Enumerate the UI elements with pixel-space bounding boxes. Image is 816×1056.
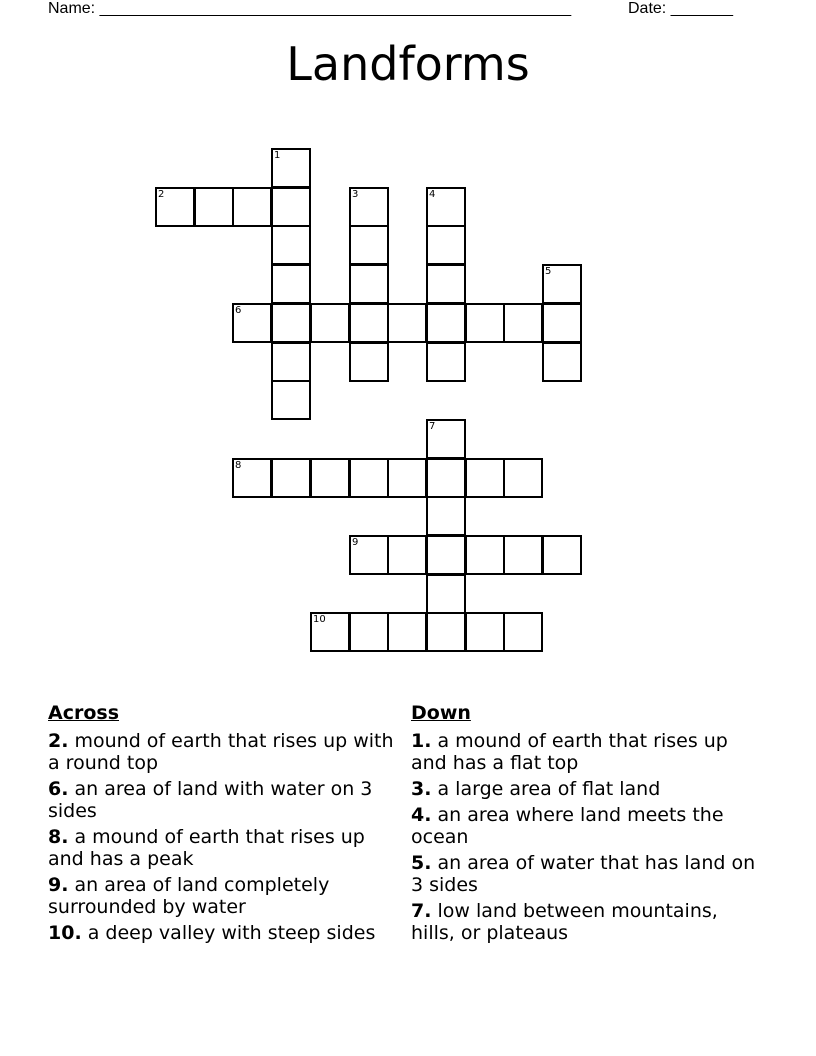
grid-cell[interactable]	[271, 303, 311, 343]
grid-cell[interactable]	[426, 419, 466, 459]
clue-item-text: an area of water that has land on 3 sides	[411, 852, 756, 896]
grid-cell[interactable]	[503, 303, 543, 343]
grid-cell[interactable]	[349, 225, 389, 265]
grid-cell[interactable]	[271, 225, 311, 265]
clue-item-text: a mound of earth that rises up and has a peak	[48, 826, 365, 870]
clue-item	[48, 826, 398, 870]
grid-cell[interactable]	[503, 612, 543, 652]
clue-item	[411, 730, 761, 774]
clue-item	[48, 874, 398, 918]
across-clues	[48, 701, 398, 948]
grid-cell[interactable]	[349, 264, 389, 304]
grid-cell[interactable]	[232, 303, 272, 343]
grid-cell[interactable]	[426, 187, 466, 227]
clue-item-text: low land between mountains, hills, or plateaus	[411, 900, 718, 944]
grid-cell[interactable]	[465, 303, 505, 343]
grid-cell[interactable]	[349, 342, 389, 382]
grid-cell[interactable]	[349, 612, 389, 652]
clue-item-number: 6.	[48, 778, 69, 800]
grid-cell[interactable]	[194, 187, 234, 227]
grid-cell[interactable]	[426, 342, 466, 382]
grid-cell[interactable]	[271, 148, 311, 188]
clue-item-number: 1.	[411, 730, 432, 752]
grid-cell[interactable]	[426, 574, 466, 614]
grid-cell[interactable]	[465, 535, 505, 575]
clue-item-text: a mound of earth that rises up and has a flat top	[411, 730, 728, 774]
page-title: Landforms	[286, 37, 530, 91]
grid-cell[interactable]	[271, 458, 311, 498]
clue-item-text: a large area of flat land	[431, 778, 661, 800]
grid-cell[interactable]	[155, 187, 195, 227]
grid-cell[interactable]	[349, 458, 389, 498]
clue-number: 3	[352, 189, 359, 200]
down-clues	[411, 701, 761, 948]
grid-cell[interactable]	[426, 225, 466, 265]
clue-number: 10	[313, 614, 326, 625]
clue-item-text: mound of earth that rises up with a round top	[48, 730, 394, 774]
clue-item-text: an area of land completely surrounded by water	[48, 874, 330, 918]
clue-item-number: 5.	[411, 852, 432, 874]
clue-item	[411, 804, 761, 848]
grid-cell[interactable]	[349, 187, 389, 227]
clue-number: 5	[545, 266, 552, 277]
grid-cell[interactable]	[310, 458, 350, 498]
grid-cell[interactable]	[387, 458, 427, 498]
clue-item-text: an area of land with water on 3 sides	[48, 778, 373, 822]
clue-item	[411, 900, 761, 944]
clue-item	[411, 852, 761, 896]
down-clue-list	[411, 730, 761, 944]
grid-cell[interactable]	[232, 187, 272, 227]
grid-cell[interactable]	[465, 458, 505, 498]
grid-cell[interactable]	[387, 303, 427, 343]
grid-cell[interactable]	[426, 303, 466, 343]
clue-item-number: 3.	[411, 778, 432, 800]
across-heading: Across	[48, 702, 120, 724]
clue-number: 2	[158, 189, 165, 200]
clue-item	[411, 778, 761, 800]
grid-cell[interactable]	[542, 342, 582, 382]
clue-item-number: 9.	[48, 874, 69, 896]
grid-cell[interactable]	[271, 264, 311, 304]
name-line[interactable]: Name: _____________________________________________________	[48, 0, 572, 17]
clue-number: 6	[235, 305, 242, 316]
clue-item-number: 4.	[411, 804, 432, 826]
grid-cell[interactable]	[426, 458, 466, 498]
clue-item-text: an area where land meets the ocean	[411, 804, 724, 848]
grid-cell[interactable]	[542, 264, 582, 304]
across-clue-list	[48, 730, 398, 944]
grid-cell[interactable]	[387, 612, 427, 652]
down-heading: Down	[411, 702, 471, 724]
clue-item-number: 7.	[411, 900, 432, 922]
clue-number: 7	[429, 421, 436, 432]
grid-cell[interactable]	[503, 535, 543, 575]
date-line[interactable]: Date: _______	[628, 0, 733, 17]
grid-cell[interactable]	[426, 612, 466, 652]
clue-item-number: 10.	[48, 922, 82, 944]
grid-cell[interactable]	[271, 380, 311, 420]
clue-number: 1	[274, 150, 281, 161]
grid-cell[interactable]	[465, 612, 505, 652]
grid-cell[interactable]	[503, 458, 543, 498]
clue-item	[48, 730, 398, 774]
clue-item-text: a deep valley with steep sides	[81, 922, 376, 944]
grid-cell[interactable]	[542, 535, 582, 575]
grid-cell[interactable]	[387, 535, 427, 575]
grid-cell[interactable]	[310, 303, 350, 343]
clue-item-number: 8.	[48, 826, 69, 848]
grid-cell[interactable]	[232, 458, 272, 498]
grid-cell[interactable]	[349, 535, 389, 575]
clue-item	[48, 922, 398, 944]
grid-cell[interactable]	[426, 496, 466, 536]
grid-cell[interactable]	[542, 303, 582, 343]
clue-number: 8	[235, 460, 242, 471]
clue-number: 9	[352, 537, 359, 548]
clue-item	[48, 778, 398, 822]
grid-cell[interactable]	[271, 342, 311, 382]
grid-cell[interactable]	[426, 535, 466, 575]
grid-cell[interactable]	[426, 264, 466, 304]
clue-number: 4	[429, 189, 436, 200]
clue-item-number: 2.	[48, 730, 69, 752]
grid-cell[interactable]	[310, 612, 350, 652]
grid-cell[interactable]	[349, 303, 389, 343]
grid-cell[interactable]	[271, 187, 311, 227]
